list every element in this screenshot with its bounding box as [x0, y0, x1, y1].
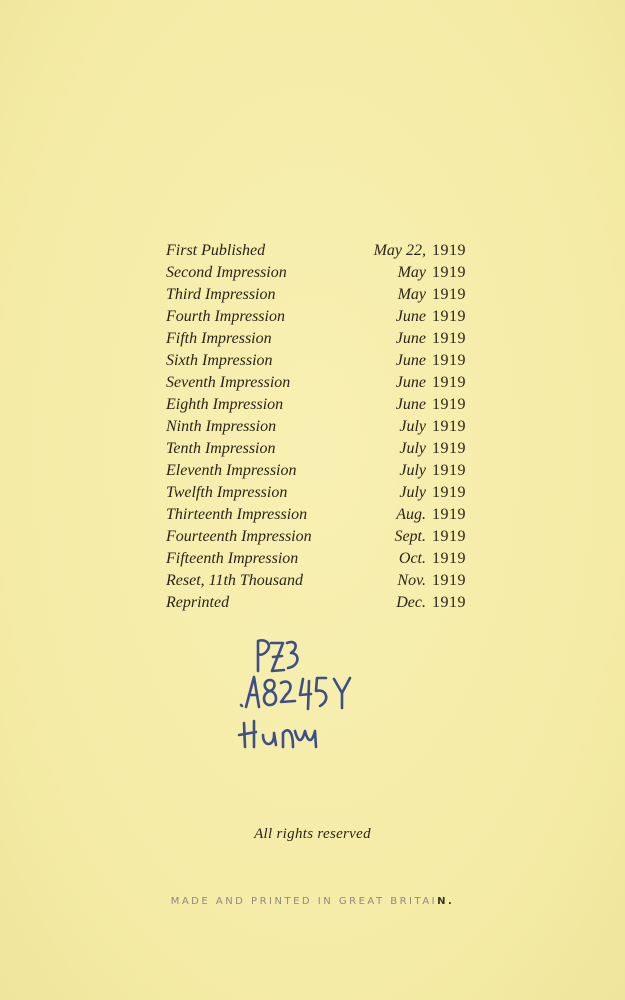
- edition-row: [166, 416, 466, 438]
- edition-month: Aug.: [396, 506, 426, 523]
- shelfmark-handwriting: [236, 635, 386, 755]
- edition-year: 1919: [432, 484, 466, 501]
- edition-year: 1919: [432, 572, 466, 589]
- edition-month: June: [395, 396, 426, 413]
- edition-label: Reprinted: [166, 594, 230, 611]
- edition-month: Nov.: [397, 572, 426, 589]
- edition-date: [399, 482, 466, 504]
- edition-month: Dec.: [396, 594, 426, 611]
- edition-date: [398, 262, 466, 284]
- edition-month: July: [399, 440, 426, 457]
- edition-label: Thirteenth Impression: [166, 506, 308, 523]
- edition-month: May 22,: [373, 242, 426, 259]
- edition-row: [166, 504, 466, 526]
- edition-date: [396, 394, 466, 416]
- edition-date: [396, 328, 466, 350]
- edition-month: June: [395, 330, 426, 347]
- edition-date: [374, 240, 466, 262]
- imprint-end: N.: [437, 896, 455, 907]
- edition-row: [166, 306, 466, 328]
- edition-year: 1919: [432, 352, 466, 369]
- edition-row: [166, 438, 466, 460]
- edition-label: Ninth Impression: [166, 418, 277, 435]
- printer-imprint: [0, 896, 625, 907]
- edition-row: [166, 328, 466, 350]
- edition-date: [399, 460, 466, 482]
- edition-row: [166, 592, 466, 614]
- rights-notice: All rights reserved: [254, 826, 371, 842]
- edition-label: First Published: [166, 242, 266, 259]
- edition-month: July: [399, 462, 426, 479]
- edition-label: Third Impression: [166, 286, 276, 303]
- edition-row: [166, 482, 466, 504]
- edition-year: 1919: [432, 264, 466, 281]
- edition-row: [166, 548, 466, 570]
- edition-year: 1919: [432, 594, 466, 611]
- edition-row: [166, 394, 466, 416]
- edition-year: 1919: [432, 308, 466, 325]
- imprint-text: MADE AND PRINTED IN GREAT BRITAI: [170, 896, 438, 907]
- edition-row: [166, 570, 466, 592]
- edition-label: Fifteenth Impression: [166, 550, 299, 567]
- edition-row: [166, 526, 466, 548]
- edition-label: Eleventh Impression: [166, 462, 297, 479]
- edition-row: [166, 284, 466, 306]
- edition-year: 1919: [432, 242, 466, 259]
- edition-label: Twelfth Impression: [166, 484, 288, 501]
- edition-year: 1919: [432, 330, 466, 347]
- edition-month: Sept.: [394, 528, 426, 545]
- edition-year: 1919: [432, 462, 466, 479]
- edition-label: Eighth Impression: [166, 396, 284, 413]
- edition-date: [396, 306, 466, 328]
- edition-month: June: [395, 352, 426, 369]
- edition-label: Fifth Impression: [166, 330, 272, 347]
- edition-month: July: [399, 484, 426, 501]
- edition-row: [166, 262, 466, 284]
- edition-label: Seventh Impression: [166, 374, 291, 391]
- edition-row: [166, 460, 466, 482]
- edition-date: [399, 548, 466, 570]
- edition-date: [399, 438, 466, 460]
- edition-label: Second Impression: [166, 264, 287, 281]
- edition-label: Reset, 11th Thousand: [166, 572, 304, 589]
- edition-year: 1919: [432, 506, 466, 523]
- edition-year: 1919: [432, 528, 466, 545]
- edition-month: June: [395, 308, 426, 325]
- edition-year: 1919: [432, 396, 466, 413]
- edition-year: 1919: [432, 418, 466, 435]
- edition-date: [396, 372, 466, 394]
- edition-date: [398, 284, 466, 306]
- edition-history: [166, 240, 466, 614]
- edition-date: [397, 570, 466, 592]
- edition-label: Fourteenth Impression: [166, 528, 312, 545]
- edition-month: June: [395, 374, 426, 391]
- edition-date: [394, 526, 466, 548]
- edition-year: 1919: [432, 440, 466, 457]
- edition-label: Tenth Impression: [166, 440, 276, 457]
- edition-month: May: [397, 264, 426, 281]
- edition-month: Oct.: [398, 550, 426, 567]
- edition-date: [396, 592, 466, 614]
- edition-date: [399, 416, 466, 438]
- edition-date: [396, 350, 466, 372]
- edition-date: [396, 504, 466, 526]
- edition-row: [166, 240, 466, 262]
- edition-label: Fourth Impression: [166, 308, 285, 325]
- edition-year: 1919: [432, 374, 466, 391]
- edition-row: [166, 372, 466, 394]
- edition-label: Sixth Impression: [166, 352, 273, 369]
- edition-year: 1919: [432, 286, 466, 303]
- edition-row: [166, 350, 466, 372]
- handwritten-shelfmark: [236, 635, 386, 755]
- edition-month: July: [399, 418, 426, 435]
- edition-month: May: [397, 286, 426, 303]
- edition-year: 1919: [432, 550, 466, 567]
